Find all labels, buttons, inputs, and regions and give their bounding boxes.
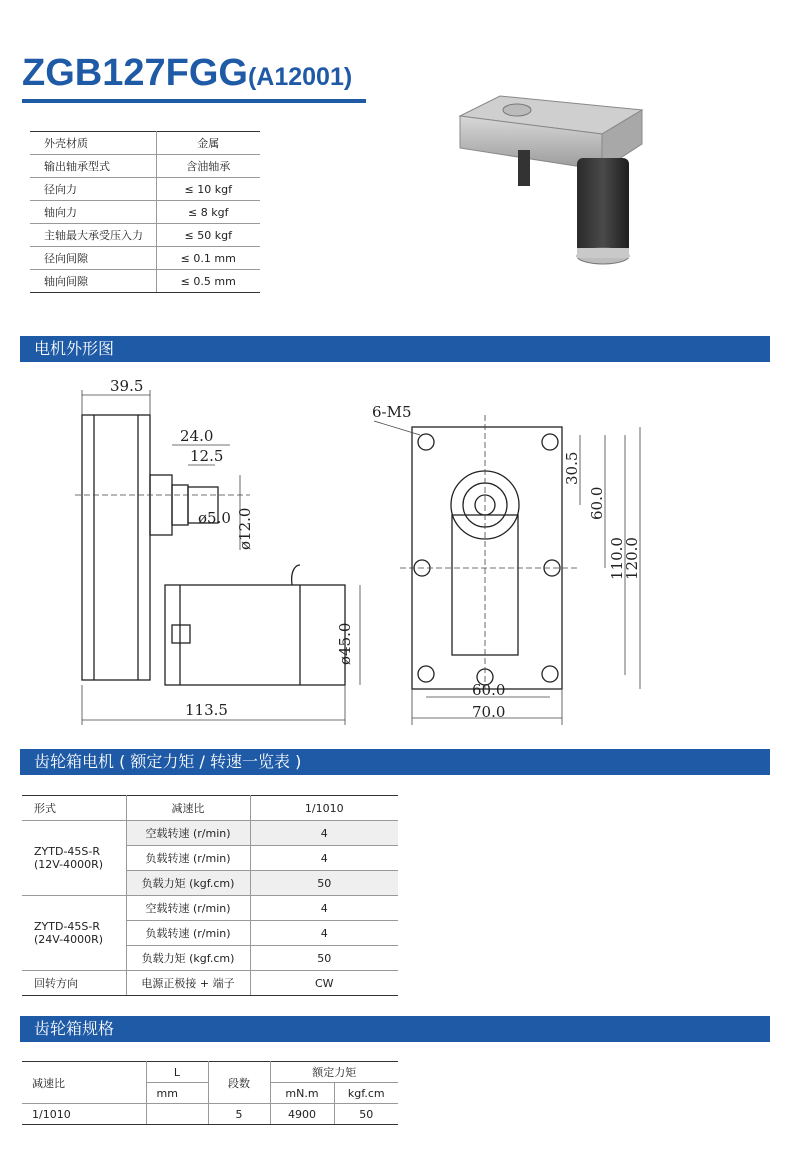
table-row — [30, 178, 260, 201]
product-title — [22, 52, 352, 95]
section-outline-title: 电机外形图 — [20, 336, 770, 362]
spec-key: 轴向力 — [30, 201, 156, 224]
dim-120-0: 120.0 — [623, 537, 641, 580]
model-name: ZYTD-45S-R — [34, 920, 101, 933]
dim-30-5: 30.5 — [563, 451, 581, 485]
spec-key: 输出轴承型式 — [30, 155, 156, 178]
gearmotor-table — [22, 795, 398, 996]
model-cell — [22, 896, 126, 971]
header-kgfcm: kgf.cm — [334, 1083, 398, 1104]
rotation-condition: 电源正极接 + 端子 — [126, 971, 250, 996]
dim-60-0-vert: 60.0 — [588, 486, 606, 520]
ratio-value: 1/1010 — [22, 1104, 146, 1125]
header-ratio: 减速比 — [22, 1062, 146, 1104]
spec-key: 径向间隙 — [30, 247, 156, 270]
product-photo — [452, 88, 652, 273]
row-label: 空载转速 (r/min) — [126, 821, 250, 846]
stages-value: 5 — [208, 1104, 270, 1125]
table-row — [30, 155, 260, 178]
model-spec: (24V-4000R) — [34, 933, 104, 946]
header-stages: 段数 — [208, 1062, 270, 1104]
dim-6-m5: 6-M5 — [372, 403, 412, 421]
spec-value: 金属 — [156, 132, 260, 155]
table-row — [22, 1104, 398, 1125]
spec-key: 轴向间隙 — [30, 270, 156, 293]
table-row — [30, 201, 260, 224]
dim-110-0: 110.0 — [608, 537, 626, 580]
table-row — [22, 1062, 398, 1083]
header-torque: 额定力矩 — [270, 1062, 398, 1083]
spec-key: 外壳材质 — [30, 132, 156, 155]
dim-dia-5: ø5.0 — [198, 509, 231, 527]
title-underline — [22, 99, 366, 103]
header-mnm: mN.m — [270, 1083, 334, 1104]
spec-key: 径向力 — [30, 178, 156, 201]
model-variant: (A12001) — [247, 63, 353, 91]
table-row — [30, 132, 260, 155]
header-l-unit: mm — [146, 1083, 208, 1104]
table-row — [22, 796, 398, 821]
dim-60-0-horiz: 60.0 — [472, 681, 506, 699]
header-form: 形式 — [22, 796, 126, 821]
table-row — [22, 821, 398, 846]
mnm-value: 4900 — [270, 1104, 334, 1125]
row-value: 50 — [250, 946, 398, 971]
dim-39-5: 39.5 — [110, 377, 144, 395]
table-row — [22, 971, 398, 996]
rotation-value: CW — [250, 971, 398, 996]
dim-70-0: 70.0 — [472, 703, 506, 721]
model-name: ZYTD-45S-R — [34, 845, 101, 858]
table-row — [30, 224, 260, 247]
spec-value: ≤ 0.1 mm — [156, 247, 260, 270]
row-label: 负载力矩 (kgf.cm) — [126, 871, 250, 896]
model-cell — [22, 821, 126, 896]
row-value: 50 — [250, 871, 398, 896]
dim-dia-45: ø45.0 — [336, 622, 354, 665]
ratio-value: 1/1010 — [250, 796, 398, 821]
spec-value: ≤ 10 kgf — [156, 178, 260, 201]
row-value: 4 — [250, 846, 398, 871]
section-gearmotor-title: 齿轮箱电机 ( 额定力矩 / 转速一览表 ) — [20, 749, 770, 775]
spec-table — [30, 131, 260, 293]
spec-value: ≤ 8 kgf — [156, 201, 260, 224]
row-value: 4 — [250, 921, 398, 946]
gearbox-table — [22, 1061, 398, 1125]
rotation-label: 回转方向 — [22, 971, 126, 996]
section-gearbox-title: 齿轮箱规格 — [20, 1016, 770, 1042]
row-label: 负载转速 (r/min) — [126, 921, 250, 946]
kgfcm-value: 50 — [334, 1104, 398, 1125]
spec-value: ≤ 50 kgf — [156, 224, 260, 247]
table-row — [30, 247, 260, 270]
model-name: ZGB127FGG — [22, 52, 248, 94]
dim-24-0: 24.0 — [180, 427, 214, 445]
spec-value: ≤ 0.5 mm — [156, 270, 260, 293]
dim-113-5: 113.5 — [185, 701, 228, 719]
table-row — [30, 270, 260, 293]
row-value: 4 — [250, 896, 398, 921]
spec-value: 含油轴承 — [156, 155, 260, 178]
l-value — [146, 1104, 208, 1125]
model-spec: (12V-4000R) — [34, 858, 104, 871]
table-row — [22, 896, 398, 921]
row-label: 负载转速 (r/min) — [126, 846, 250, 871]
header-l: L — [146, 1062, 208, 1083]
dim-12-5: 12.5 — [190, 447, 224, 465]
spec-key: 主轴最大承受压入力 — [30, 224, 156, 247]
dim-dia-12: ø12.0 — [236, 507, 254, 550]
row-label: 空载转速 (r/min) — [126, 896, 250, 921]
header-ratio: 减速比 — [126, 796, 250, 821]
outline-drawing — [60, 375, 760, 730]
row-value: 4 — [250, 821, 398, 846]
row-label: 负载力矩 (kgf.cm) — [126, 946, 250, 971]
